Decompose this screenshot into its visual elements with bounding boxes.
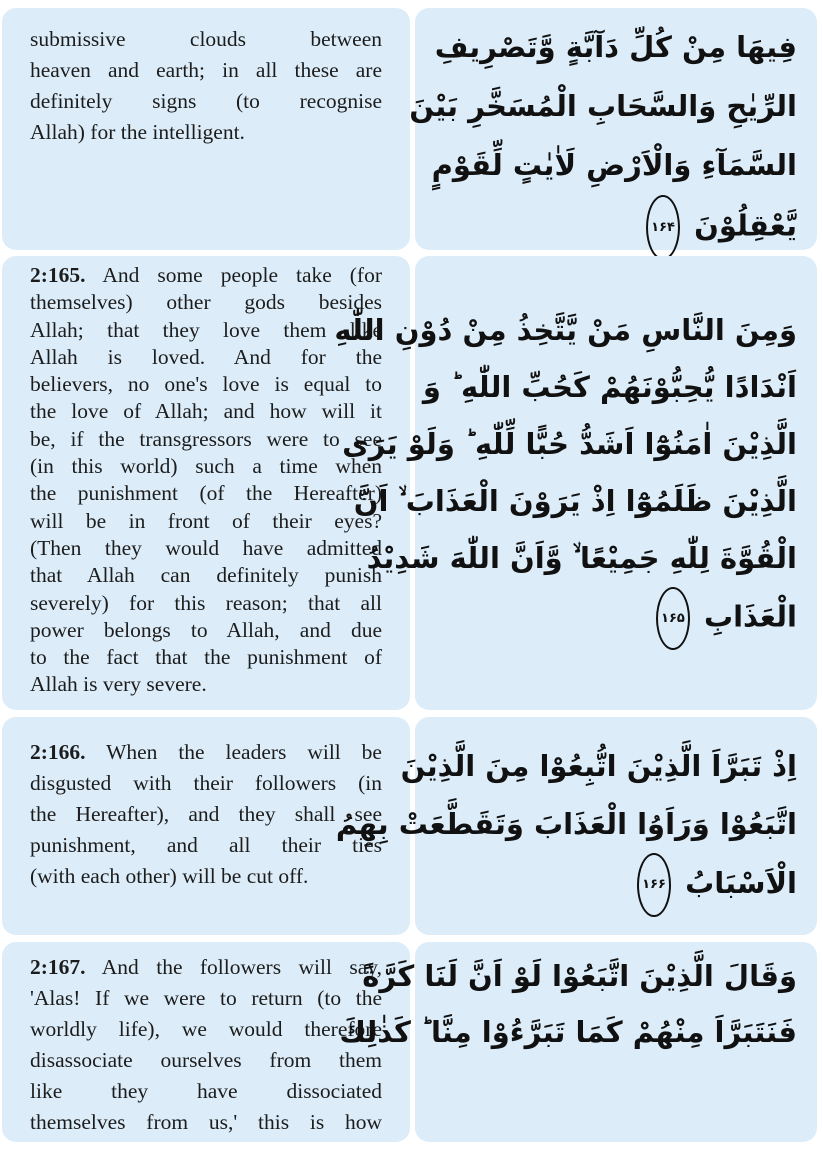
arabic-line-last: [437, 587, 797, 650]
translation-line: definitely signs (to recognise: [30, 89, 382, 113]
translation-line: Allah is loved. And for the: [30, 344, 382, 369]
translation-line: 'Alas! If we were to return (to the: [30, 986, 382, 1010]
translation-line: severely) for this reason; that all: [30, 590, 382, 615]
arabic-line: اِذْ تَبَرَّاَ الَّذِيْنَ اتُّبِعُوْا مِنَ الَّذِيْنَ: [400, 749, 797, 783]
arabic-line: الَّذِيْنَ ظَلَمُوْٓا اِذْ يَرَوْنَ الْعَذَابَ ۙ اَنَّ: [353, 484, 797, 518]
verse-reference: 2:166.: [30, 740, 86, 764]
translation-line: Allah) for the intelligent.: [30, 120, 245, 144]
translation-panel-164: [2, 8, 410, 250]
arabic-text: الْاَسْبَابُ: [685, 866, 797, 900]
arabic-panel-166: [335, 717, 817, 935]
translation-line-first: [30, 952, 382, 983]
arabic-line: وَمِنَ النَّاسِ مَنْ يَّتَّخِذُ مِنْ دُوْنِ اللّٰهِ: [334, 313, 797, 347]
arabic-line: فَنَتَبَرَّاَ مِنْهُمْ كَمَا تَبَرَّءُوْا مِنَّا ؕ كَذٰلِكَ: [339, 1015, 797, 1049]
arabic-text: يَّعْقِلُوْنَ: [694, 208, 797, 243]
translation-line: believers, no one's love is equal to: [30, 372, 382, 397]
arabic-line-last: [437, 195, 797, 260]
translation-line-first: [30, 262, 382, 289]
translation-line: disgusted with their followers (in: [30, 771, 382, 795]
translation-line: the Hereafter), and they shall see: [30, 802, 382, 826]
translation-line: submissive clouds between: [30, 27, 382, 51]
translation-line: that Allah can definitely punish: [30, 563, 382, 588]
translation-line: will be in front of their eyes?: [30, 508, 382, 533]
verse-reference: 2:165.: [30, 263, 86, 287]
translation-line-first: [30, 737, 382, 768]
arabic-line: السَّمَآءِ وَالْاَرْضِ لَاٰيٰتٍ لِّقَوْمٍ: [431, 148, 797, 182]
translation-line: punishment, and all their ties: [30, 833, 382, 857]
arabic-line: اَنْدَادًا يُّحِبُّوْنَهُمْ كَحُبِّ اللّٰهِ ؕ وَ: [422, 370, 797, 404]
translation-line: themselves) other gods besides: [30, 290, 382, 315]
arabic-panel-167: [339, 942, 817, 1142]
arabic-line: فِيهَا مِنْ كُلِّ دَآبَّةٍ وَّتَصْرِيفِ: [434, 30, 797, 64]
translation-line: the punishment (of the Hereafter): [30, 481, 382, 506]
translation-line: Allah; that they love them like: [30, 317, 382, 342]
translation-line: heaven and earth; in all these are: [30, 58, 382, 82]
translation-line: to the fact that the punishment of: [30, 645, 382, 670]
translation-line: worldly life), we would therefore: [30, 1017, 382, 1041]
translation-line: power belongs to Allah, and due: [30, 617, 382, 642]
arabic-text: الْعَذَابِ: [703, 599, 797, 634]
translation-line: (Then they would have admitted: [30, 535, 382, 560]
arabic-line: الَّذِيْنَ اٰمَنُوْٓا اَشَدُّ حُبًّا لِّلّٰهِ ؕ وَلَوْ يَرَى: [342, 427, 797, 461]
translation-line: (with each other) will be cut off.: [30, 864, 309, 888]
translation-line: (in this world) such a time when: [30, 454, 382, 479]
translation-text: When the leaders will be: [106, 740, 382, 764]
translation-line: like they have dissociated: [30, 1079, 382, 1103]
verse-end-marker: ۱۶۴: [646, 195, 680, 260]
translation-line: the love of Allah; and how will it: [30, 399, 382, 424]
arabic-line: اتَّبَعُوْا وَرَاَوُا الْعَذَابَ وَتَقَطَّعَتْ بِهِمُ: [335, 807, 797, 841]
arabic-line: الرِّيٰحِ وَالسَّحَابِ الْمُسَخَّرِ بَيْنَ: [409, 89, 797, 123]
translation-text: And the followers will say,: [101, 955, 382, 979]
arabic-panel-165: [334, 256, 817, 710]
translation-line: be, if the transgressors were to see: [30, 426, 382, 451]
translation-line: themselves from us,' this is how: [30, 1110, 382, 1134]
verse-end-marker: ۱۶۶: [637, 853, 671, 917]
verse-reference: 2:167.: [30, 955, 86, 979]
translation-line: disassociate ourselves from them: [30, 1048, 382, 1072]
arabic-line-last: [437, 853, 797, 917]
arabic-line: وَقَالَ الَّذِيْنَ اتَّبَعُوْا لَوْ اَنَّ لَنَا كَرَّةً: [362, 959, 797, 993]
arabic-panel-164: [409, 8, 817, 250]
arabic-line: الْقُوَّةَ لِلّٰهِ جَمِيْعًا ۙ وَّاَنَّ اللّٰهَ شَدِيْدُ: [366, 541, 797, 575]
translation-line: Allah is very severe.: [30, 672, 207, 697]
translation-text: And some people take (for: [102, 263, 382, 287]
verse-end-marker: ۱۶۵: [656, 587, 690, 650]
